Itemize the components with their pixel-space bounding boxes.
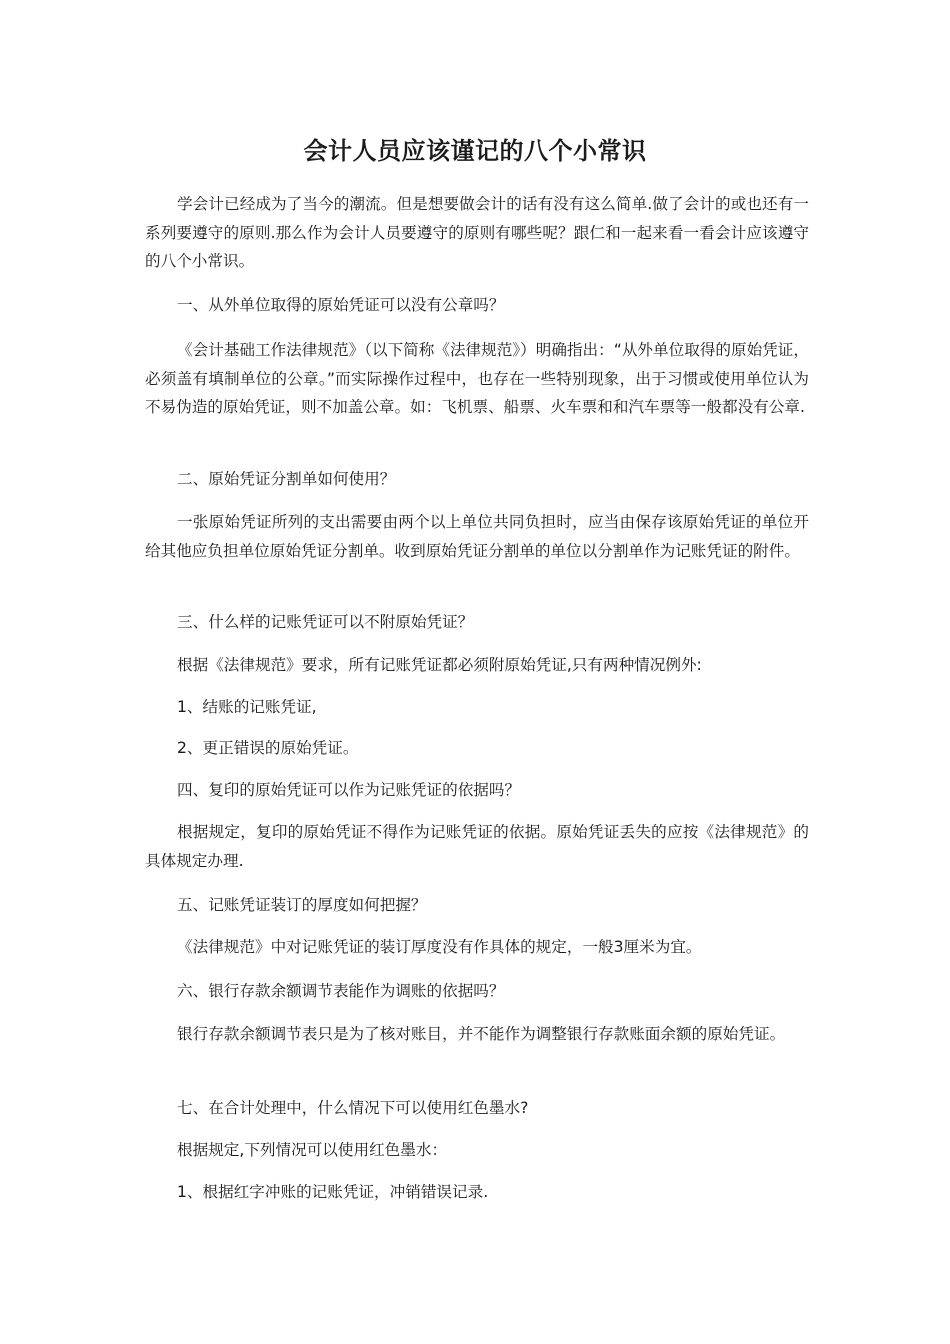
section-heading-2: 二、原始凭证分割单如何使用？ <box>177 470 396 488</box>
section-heading-1: 一、从外单位取得的原始凭证可以没有公章吗？ <box>177 296 505 314</box>
list-item-1: 1、结账的记账凭证, <box>177 698 317 716</box>
section-heading-6: 六、银行存款余额调节表能作为调账的依据吗？ <box>177 982 505 1000</box>
paragraph-section-5: 《法律规范》中对记账凭证的装订厚度没有作具体的规定，一般3厘米为宜。 <box>177 938 702 956</box>
section-heading-3: 三、什么样的记账凭证可以不附原始凭证？ <box>177 613 474 631</box>
list-item-3: 1、根据红字冲账的记账凭证，冲销错误记录. <box>177 1183 489 1201</box>
paragraph-section-3: 根据《法律规范》要求，所有记账凭证都必须附原始凭证,只有两种情况例外: <box>177 656 702 674</box>
section-heading-7: 七、在合计处理中，什么情况下可以使用红色墨水? <box>177 1099 529 1117</box>
list-item-2: 2、更正错误的原始凭证。 <box>177 739 359 757</box>
section-heading-5: 五、记账凭证装订的厚度如何把握？ <box>177 896 427 914</box>
paragraph-intro: 学会计已经成为了当今的潮流。但是想要做会计的话有没有这么简单.做了会计的或也还有一系列要遵守的原则.那么作为会计人员要遵守的原则有哪些呢？跟仁和一起来看一看会计应该遵守的八个小常识。 <box>145 195 809 270</box>
paragraph-section-1: 《会计基础工作法律规范》（以下简称《法律规范》）明确指出：“从外单位取得的原始凭证，必须盖有填制单位的公章。”而实际操作过程中，也存在一些特别现象，出于习惯或使用单位认为不易伪造的原始凭证，则不加盖公章。如：飞机票、船票、火车票和和汽车票等一般都没有公章. <box>145 341 809 416</box>
section-heading-4: 四、复印的原始凭证可以作为记账凭证的依据吗？ <box>177 781 521 799</box>
paragraph-section-4: 根据规定，复印的原始凭证不得作为记账凭证的依据。原始凭证丢失的应按《法律规范》的具体规定办理. <box>145 823 809 870</box>
paragraph-section-2: 一张原始凭证所列的支出需要由两个以上单位共同负担时，应当由保存该原始凭证的单位开给其他应负担单位原始凭证分割单。收到原始凭证分割单的单位以分割单作为记账凭证的附件。 <box>145 513 809 560</box>
paragraph-section-6: 银行存款余额调节表只是为了核对账目，并不能作为调整银行存款账面余额的原始凭证。 <box>177 1025 786 1043</box>
document-title: 会计人员应该谨记的八个小常识 <box>303 137 647 165</box>
paragraph-section-7: 根据规定,下列情况可以使用红色墨水： <box>177 1141 448 1159</box>
